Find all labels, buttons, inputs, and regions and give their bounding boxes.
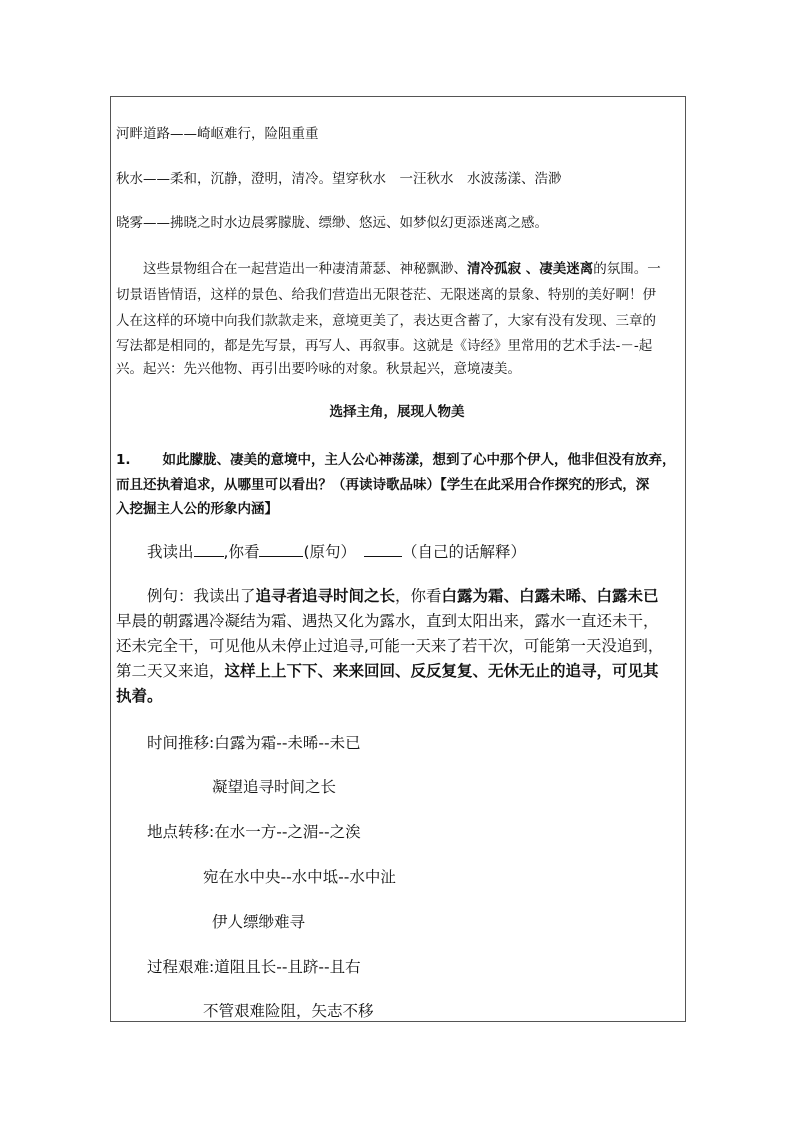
text-line: 早晨的朝露遇冷凝结为霜、遇热又化为露水，直到太阳出来，露水一直还未干， [116, 612, 659, 630]
answer-template [116, 540, 526, 564]
text-run: 如此朦胧、凄美的意境中，主人公心神荡漾，想到了心中那个伊人，他非但没有放弃， [162, 452, 676, 468]
list-note: 不管艰难险阻，矢志不移 [203, 1002, 374, 1020]
text-line [116, 584, 659, 608]
text-line: 河畔道路——崎岖难行，险阻重重 [116, 126, 319, 142]
text-line: 晓雾——拂晓之时水边晨雾朦胧、缥缈、悠远、如梦似幻更添迷离之感。 [116, 215, 548, 231]
text-line [116, 258, 661, 280]
text-run: （自己的话解释） [402, 543, 527, 561]
list-item: 地点转移:在水一方--之湄--之涘 [116, 823, 361, 841]
bold-run: 这样上上下下、来来回回、反反复复、无休无止的追寻，可见其 [224, 662, 659, 680]
text-run: (原句） [303, 543, 357, 561]
bold-run: 追寻者追寻时间之长 [255, 587, 396, 605]
text-line: 人在这样的环境中向我们款款走来，意境更美了，表达更含蓄了，大家有没有发现、三章的 [116, 313, 656, 329]
list-item: 过程艰难:道阻且长--且跻--且右 [116, 958, 361, 976]
text-line [116, 449, 676, 471]
text-run: ，你看 [395, 587, 442, 605]
text-line: 还未完全干，可见他从未停止过追寻,可能一天来了若干次，可能第一天没追到， [116, 637, 664, 655]
bold-run: 清冷孤寂 、凄美迷离 [467, 261, 594, 277]
text-line: 切景语皆情语，这样的景色、给我们营造出无限苍茫、无限迷离的景象、特别的美好啊！伊 [116, 287, 656, 303]
list-note: 伊人缥缈难寻 [212, 913, 306, 931]
bold-run: 白露为霜、白露未晞、白露未已 [441, 587, 659, 605]
list-note: 凝望追寻时间之长 [212, 778, 337, 796]
text-line [116, 659, 659, 683]
text-line: 写法都是相同的，都是先写景，再写人、再叙事。这就是《诗经》里常用的艺术手法-－-起 [116, 338, 653, 354]
list-note: 宛在水中央--水中坻--水中沚 [203, 868, 396, 886]
section-heading: 选择主角，展现人物美 [329, 404, 465, 420]
text-run: 例句：我读出了 [116, 587, 256, 605]
blank-line [194, 542, 224, 557]
text-run: ,你看 [223, 543, 260, 561]
text-run: 第二天又来追， [116, 662, 225, 680]
blank-line [259, 542, 303, 557]
text-line: 执着。 [116, 687, 163, 705]
text-line: 兴。起兴：先兴他物、再引出要吟咏的对象。秋景起兴，意境凄美。 [116, 361, 521, 377]
question-number: 1. [116, 452, 131, 468]
text-line: 入挖掘主人公的形象内涵】 [116, 501, 278, 517]
list-item: 时间推移:白露为霜--未晞--未已 [116, 734, 361, 752]
text-line: 而且还执着追求，从哪里可以看出？（再读诗歌品味）【学生在此采用合作探究的形式，深 [116, 477, 650, 493]
text-line: 秋水——柔和，沉静，澄明，清冷。望穿秋水 一汪秋水 水波荡漾、浩渺 [116, 171, 562, 187]
blank-line [364, 542, 402, 557]
text-run: 我读出 [116, 543, 194, 561]
text-run: 这些景物组合在一起营造出一种凄清萧瑟、神秘飘渺、 [116, 261, 467, 277]
text-run: 的氛围。一 [593, 261, 661, 277]
